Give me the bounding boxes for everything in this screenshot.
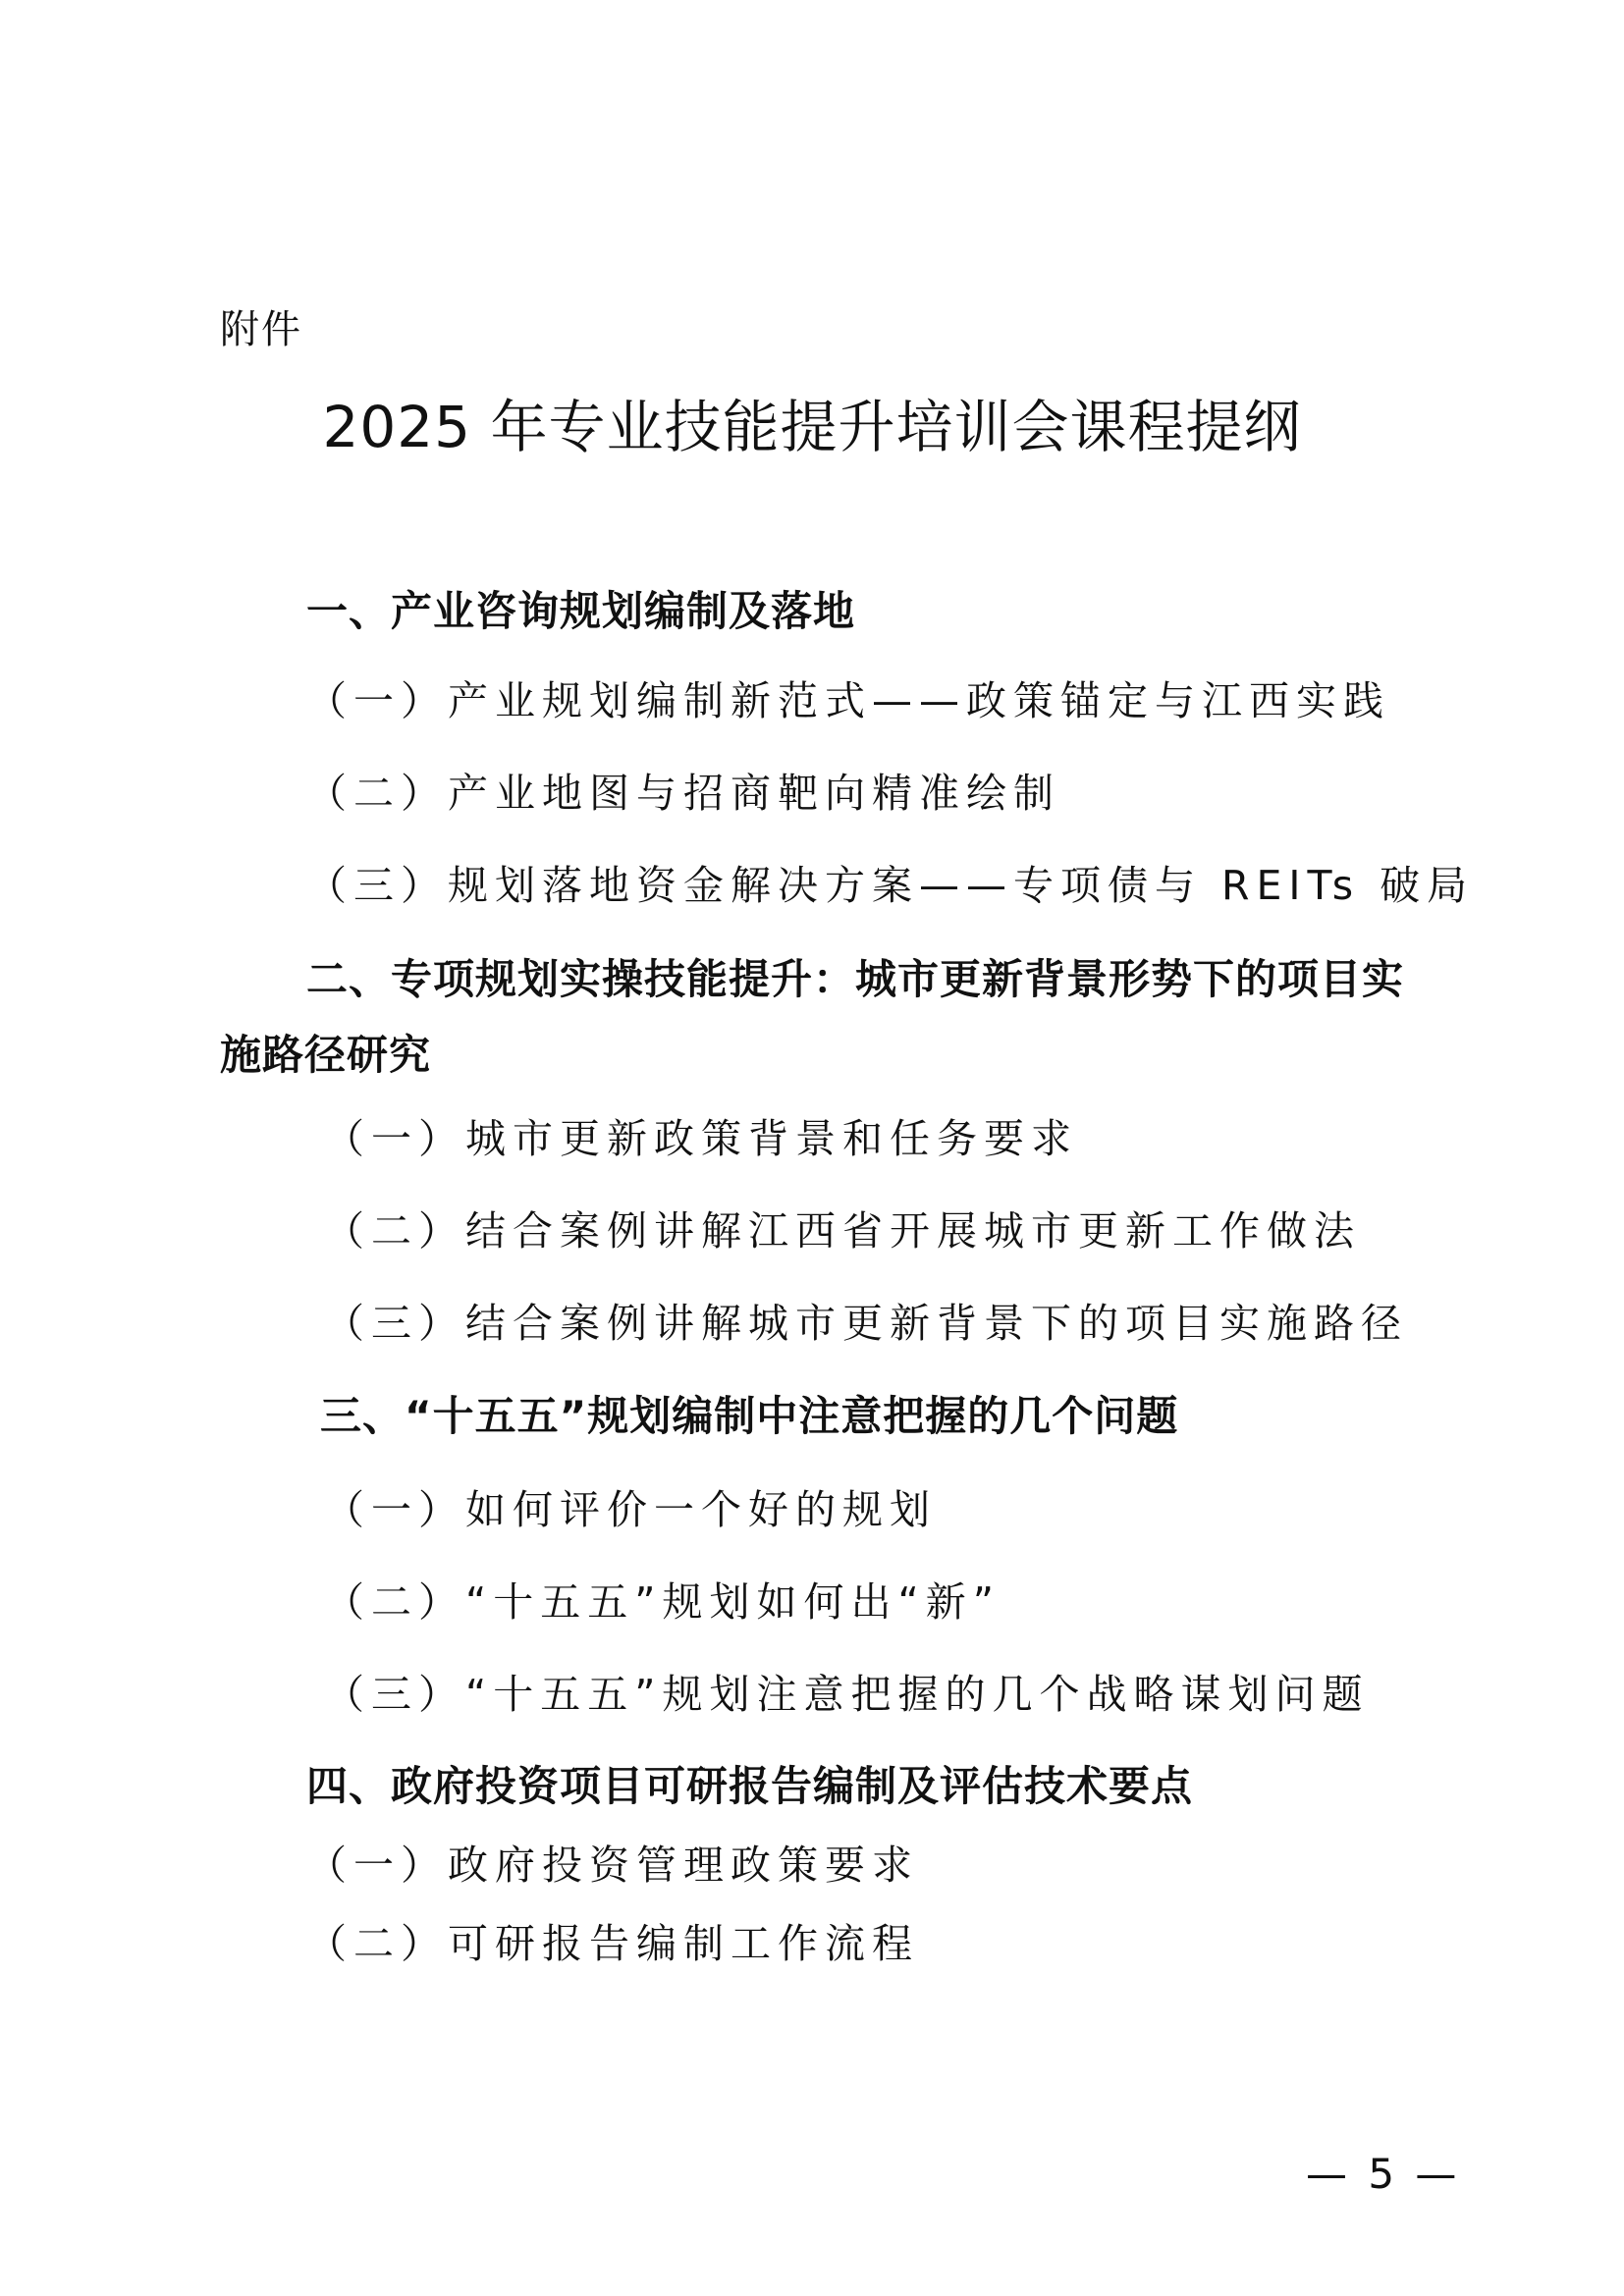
page-number: — 5 — [1306,2150,1461,2198]
section-1-item-2: （二）产业地图与招商靶向精准绘制 [306,770,1060,817]
section-2-item-1: （一）城市更新政策背景和任务要求 [324,1115,1078,1162]
document-title: 2025 年专业技能提升培训会课程提纲 [322,394,1302,460]
section-1-item-3: （三）规划落地资金解决方案——专项债与 REITs 破局 [306,862,1475,909]
section-3-item-3: （三）“十五五”规划注意把握的几个战略谋划问题 [324,1671,1370,1718]
section-4-item-2: （二）可研报告编制工作流程 [306,1920,919,1967]
section-3-item-1: （一）如何评价一个好的规划 [324,1486,937,1533]
section-4-heading: 四、政府投资项目可研报告编制及评估技术要点 [306,1762,1194,1810]
section-2-heading-line-2: 施路径研究 [220,1031,432,1079]
attachment-label: 附件 [220,307,302,352]
section-4-item-1: （一）政府投资管理政策要求 [306,1842,919,1889]
section-3-heading: 三、“十五五”规划编制中注意把握的几个问题 [320,1392,1179,1440]
section-2-item-3: （三）结合案例讲解城市更新背景下的项目实施路径 [324,1300,1408,1347]
section-3-item-2: （二）“十五五”规划如何出“新” [324,1578,1001,1626]
section-1-item-1: （一）产业规划编制新范式——政策锚定与江西实践 [306,677,1390,724]
section-1-heading: 一、产业咨询规划编制及落地 [306,587,856,635]
section-2-item-2: （二）结合案例讲解江西省开展城市更新工作做法 [324,1207,1361,1255]
section-2-heading-line-1: 二、专项规划实操技能提升：城市更新背景形势下的项目实 [306,955,1405,1003]
